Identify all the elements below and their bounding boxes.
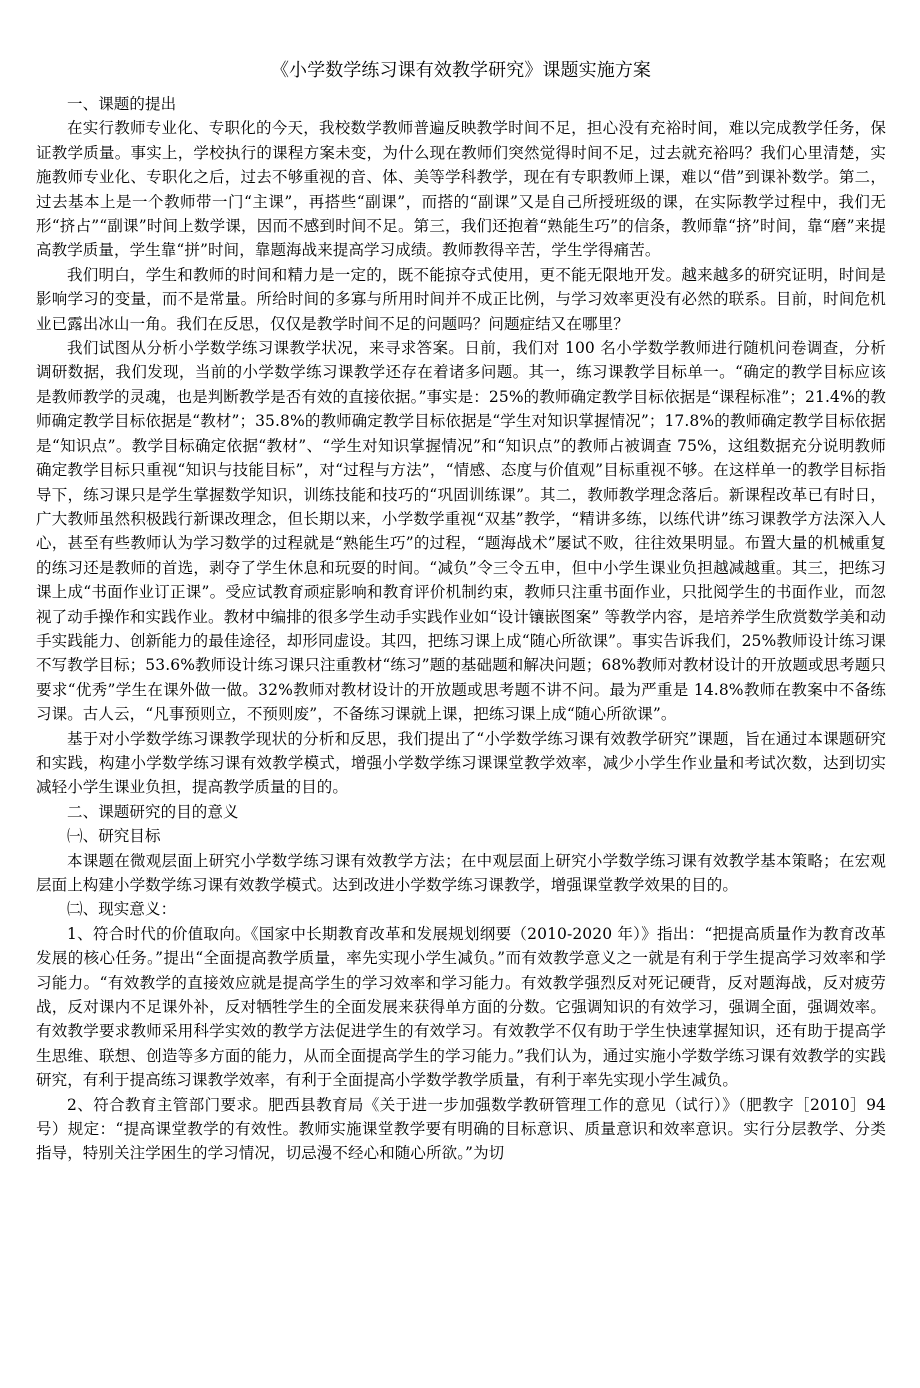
section-heading-2: 二、课题研究的目的意义 <box>67 802 239 821</box>
subsection-heading-practical-significance: ㈡、现实意义： <box>67 900 177 919</box>
paragraph: 1、符合时代的价值取向。《国家中长期教育改革和发展规划纲要（2010-2020 年）》指出：“把提高质量作为教育改革发展的核心任务。”提出“全面提高教学质量，率先实现小学生减负。”而有效教学意义之一就是有利于学生提高学习效率和学习能力。“有效教学的直接效应就是提高学生的学习效率和学习能力。有效教学强烈反对死记硬背，反对题海战，反对疲劳战，反对课内不足课外补，反对牺牲学生的全面发展来获得单方面的分数。它强调知识的有效学习，强调全面，强调效率。有效教学要求教师采用科学实效的教学方法促进学生的有效学习。有效教学不仅有助于学生快速掌握知识，还有助于提高学生思维、联想、创造等多方面的能力，从而全面提高学生的学习能力。”我们认为，通过实施小学数学练习课有效教学的实践研究，有利于提高练习课教学效率，有利于全面提高小学数学教学质量，有利于率先实现小学生减负。 <box>36 924 886 1090</box>
paragraph: 基于对小学数学练习课教学现状的分析和反思，我们提出了“小学数学练习课有效教学研究”课题，旨在通过本课题研究和实践，构建小学数学练习课有效教学模式，增强小学数学练习课课堂教学效率，减少小学生作业量和考试次数，达到切实减轻小学生课业负担，提高教学质量的目的。 <box>36 729 886 797</box>
paragraph: 本课题在微观层面上研究小学数学练习课有效教学方法；在中观层面上研究小学数学练习课有效教学基本策略；在宏观层面上构建小学数学练习课有效教学模式。达到改进小学数学练习课教学，增强课堂教学效果的目的。 <box>36 851 886 894</box>
document-title: 《小学数学练习课有效教学研究》课题实施方案 <box>270 60 652 81</box>
paragraph: 我们试图从分析小学数学练习课教学状况，来寻求答案。日前，我们对 100 名小学数学教师进行随机问卷调查，分析调研数据，我们发现，当前的小学数学练习课教学还存在着诸多问题。其一，练习课教学目标单一。“确定的教学目标应该是教师教学的灵魂，也是判断教学是否有效的直接依据。”事实是：25%的教师确定教学目标依据是“课程标准”；21.4%的教师确定教学目标依据是“教材”；35.8%的教师确定教学目标依据是“学生对知识掌握情况”；17.8%的教师确定教学目标依据是“知识点”。教学目标确定依据“教材”、“学生对知识掌握情况”和“知识点”的教师占被调查 75%，这组数据充分说明教师确定教学目标只重视“知识与技能目标”，对“过程与方法”，“情感、态度与价值观”目标重视不够。在这样单一的教学目标指导下，练习课只是学生掌握数学知识，训练技能和技巧的“巩固训练课”。其二，教师教学理念落后。新课程改革已有时日，广大教师虽然积极践行新课改理念，但长期以来，小学数学重视“双基”教学，“精讲多练，以练代讲”练习课教学方法深入人心，甚至有些教师认为学习数学的过程就是“熟能生巧”的过程，“题海战术”屡试不败，往往效果明显。布置大量的机械重复的练习还是教师的首选，剥夺了学生休息和玩耍的时间。“减负”令三令五申，但中小学生课业负担越减越重。其三，把练习课上成“书面作业订正课”。受应试教育顽症影响和教育评价机制约束，教师只注重书面作业，只批阅学生的书面作业，而忽视了动手操作和实践作业。教材中编排的很多学生动手实践作业如“设计镶嵌图案” 等教学内容，是培养学生欣赏数学美和动手实践能力、创新能力的最佳途径，却形同虚设。其四，把练习课上成“随心所欲课”。事实告诉我们，25%教师设计练习课不写教学目标；53.6%教师设计练习课只注重教材“练习”题的基础题和解决问题；68%教师对教材设计的开放题或思考题只要求“优秀”学生在课外做一做。32%教师对教材设计的开放题或思考题不讲不问。最为严重是 14.8%教师在教案中不备练习课。古人云，“凡事预则立，不预则废”，不备练习课就上课，把练习课上成“随心所欲课”。 <box>36 339 886 724</box>
paragraph: 在实行教师专业化、专职化的今天，我校数学教师普遍反映教学时间不足，担心没有充裕时间，难以完成教学任务，保证教学质量。事实上，学校执行的课程方案未变，为什么现在教师们突然觉得时间不足，过去就充裕吗？我们心里清楚，实施教师专业化、专职化之后，过去不够重视的音、体、美等学科教学，现在有专职教师上课，难以“借”到课补数学。第二，过去基本上是一个教师带一门“主课”，再搭些“副课”，而搭的“副课”又是自己所授班级的课，在实际教学过程中，我们无形“挤占”“副课”时间上数学课，因而不感到时间不足。第三，我们还抱着“熟能生巧”的信条，教师靠“挤”时间，靠“磨”来提高教学质量，学生靠“拼”时间，靠题海战来提高学习成绩。教师教得辛苦，学生学得痛苦。 <box>36 119 886 260</box>
section-heading-1: 一、课题的提出 <box>67 95 177 113</box>
paragraph: 我们明白，学生和教师的时间和精力是一定的，既不能掠夺式使用，更不能无限地开发。越来越多的研究证明，时间是影响学习的变量，而不是常量。所给时间的多寡与所用时间并不成正比例，与学习效率更没有必然的联系。目前，时间危机业已露出冰山一角。我们在反思，仅仅是教学时间不足的问题吗？问题症结又在哪里？ <box>36 265 886 333</box>
paragraph: 2、符合教育主管部门要求。肥西县教育局《关于进一步加强数学教研管理工作的意见（试行）》（肥教字［2010］94 号）规定：“提高课堂教学的有效性。教师实施课堂教学要有明确的目标意识、质量意识和效率意识。实行分层教学、分类指导，特别关注学困生的学习情况，切忌漫不经心和随心所欲。”为切 <box>36 1095 886 1163</box>
subsection-heading-research-goal: ㈠、研究目标 <box>67 827 161 846</box>
document-page <box>36 56 886 1166</box>
